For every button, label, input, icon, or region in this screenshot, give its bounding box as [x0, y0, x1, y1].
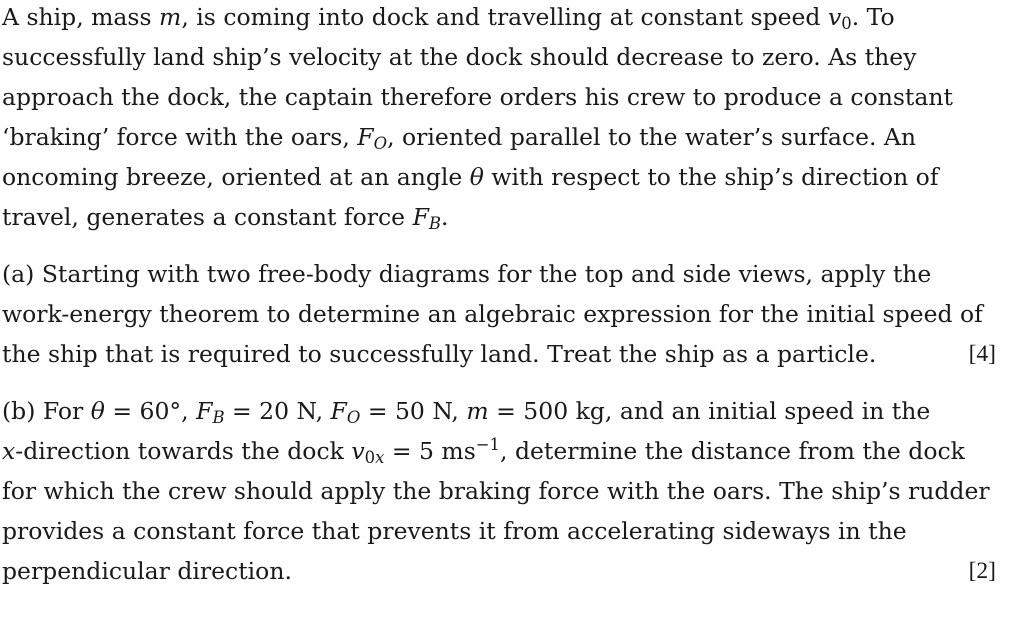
question-part-b: [2, 391, 996, 591]
problem-intro: [2, 0, 996, 237]
part-b-line-4: provides a constant force that prevents it from accelerating sideways in the: [2, 517, 907, 545]
part-b-line-2: x-direction towards the dock $v_{0x} = 5$ $ms^{-1}$, determine the distance from the dock: [2, 434, 965, 468]
intro-line-5: oncoming breeze, oriented at an angle θ with respect to the ship’s direction of: [2, 163, 939, 191]
intro-line-6: travel, generates a constant force $F_B$.: [2, 203, 449, 234]
question-part-a: [2, 254, 996, 374]
part-a-line-3-text: the ship that is required to successfully land. Treat the ship as a particle.: [2, 340, 877, 368]
part-a-line-2: work-energy theorem to determine an algebraic expression for the initial speed of: [2, 300, 983, 328]
problem-document: [2, 0, 996, 591]
part-b-line-1: (b) For θ = 60°, $F_B = 20$ N, $F_O = 50$ N, m = 500 kg, and an initial speed in the: [2, 397, 931, 428]
part-b-line-3: for which the crew should apply the braking force with the oars. The ship’s rudder: [2, 477, 990, 505]
intro-line-3: approach the dock, the captain therefore orders his crew to produce a constant: [2, 83, 953, 111]
part-b-line-5-text: perpendicular direction.: [2, 557, 292, 585]
part-a-line-1: (a) Starting with two free-body diagrams for the top and side views, apply the: [2, 260, 932, 288]
part-a-marks: [4]: [968, 341, 996, 367]
part-b-marks: [2]: [968, 558, 996, 584]
part-b-line-5: [2, 551, 996, 591]
intro-line-2: successfully land ship’s velocity at the dock should decrease to zero. As they: [2, 43, 917, 71]
intro-line-1: A ship, mass m, is coming into dock and travelling at constant speed $v_0$. To: [2, 3, 895, 34]
part-a-line-3: [2, 334, 996, 374]
intro-line-4: ‘braking’ force with the oars, $F_O$, oriented parallel to the water’s surface. An: [2, 123, 917, 154]
